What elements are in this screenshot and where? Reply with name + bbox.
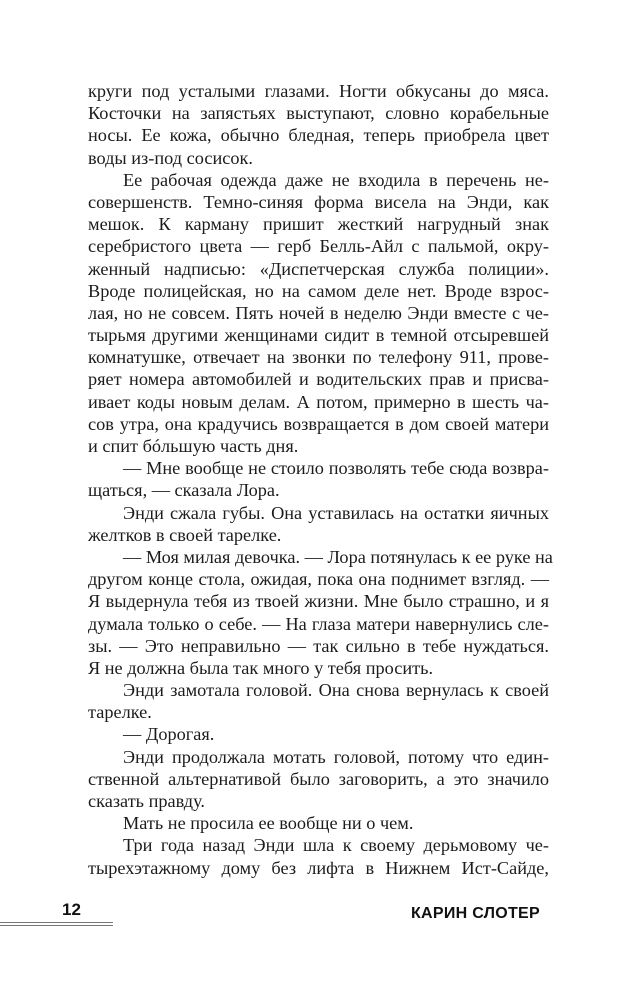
text-line: женный надписью: «Диспетчерская служба полиции». <box>88 258 549 279</box>
text-line: ственной альтернативой было заговорить, а это значило <box>88 768 549 789</box>
body-text <box>88 80 553 879</box>
text-line: Я выдернула тебя из твоей жизни. Мне было страшно, и я <box>88 591 549 612</box>
text-line: сов утра, она крадучись возвращается в дом своей матери <box>88 413 549 434</box>
text-line: — Мне вообще не стоило позволять тебе сюда возвра- <box>123 458 549 479</box>
text-line: круги под усталыми глазами. Ногти обкусаны до мяса. <box>88 81 549 101</box>
text-line: Ее рабочая одежда даже не входила в перечень не- <box>123 169 549 190</box>
text-line: серебристого цвета — герб Белль-Айл с пальмой, окру- <box>88 236 549 257</box>
text-line: мешок. К карману пришит жесткий нагрудный знак <box>88 214 549 235</box>
text-line: щаться, — сказала Лора. <box>88 480 280 501</box>
running-footer-author: КАРИН СЛОТЕР <box>410 905 540 922</box>
text-line: тырехэтажному дому без лифта в Нижнем Ист-Сайде, <box>88 857 549 878</box>
text-line: совершенств. Темно-синяя форма висела на Энди, как <box>88 191 549 212</box>
text-line: думала только о себе. — На глаза матери навернулись сле- <box>88 613 549 634</box>
text-line: — Дорогая. <box>123 724 215 745</box>
page-number: 12 <box>62 900 81 919</box>
text-line: тырьмя другими женщинами сидит в темной отсыревшей <box>88 325 549 346</box>
footer-rule <box>0 922 113 926</box>
text-line: сказать правду. <box>88 791 205 811</box>
text-line: Энди сжала губы. Она уставилась на остатки яичных <box>123 502 549 523</box>
text-line: Косточки на запястьях выступают, словно корабельные <box>88 103 549 124</box>
text-line: Я не должна была так много у тебя просить. <box>88 657 434 678</box>
text-line: Вроде полицейская, но на самом деле нет. Вроде взрос- <box>88 280 549 301</box>
text-line: другом конце стола, ожидая, пока она поднимет взгляд. — <box>88 569 549 590</box>
text-line: носы. Ее кожа, обычно бледная, теперь приобрела цвет <box>88 125 549 146</box>
text-line: тарелке. <box>88 702 152 723</box>
text-line: зы. — Это неправильно — так сильно в тебе нуждаться. <box>88 635 549 656</box>
text-line: — Моя милая девочка. — Лора потянулась к ее руке на <box>123 546 553 567</box>
text-line: воды из-под сосисок. <box>88 147 253 168</box>
text-line: желтков в своей тарелке. <box>88 524 282 545</box>
text-line: комнатушке, отвечает на звонки по телефону 911, прове- <box>88 347 549 368</box>
text-line: Мать не просила ее вообще ни о чем. <box>123 813 414 834</box>
text-line: лая, но не совсем. Пять ночей в неделю Энди вместе с че- <box>88 302 549 323</box>
text-line: и спит бóльшую часть дня. <box>88 436 299 456</box>
text-line: Энди замотала головой. Она снова вернулась к своей <box>123 680 549 701</box>
text-line: ряет номера автомобилей и водительских прав и присва- <box>88 369 549 390</box>
text-line: Три года назад Энди шла к своему дерьмовому че- <box>123 835 549 856</box>
text-line: Энди продолжала мотать головой, потому что един- <box>123 746 549 767</box>
text-line: ивает коды новым делам. А потом, примерно в шесть ча- <box>88 391 549 412</box>
